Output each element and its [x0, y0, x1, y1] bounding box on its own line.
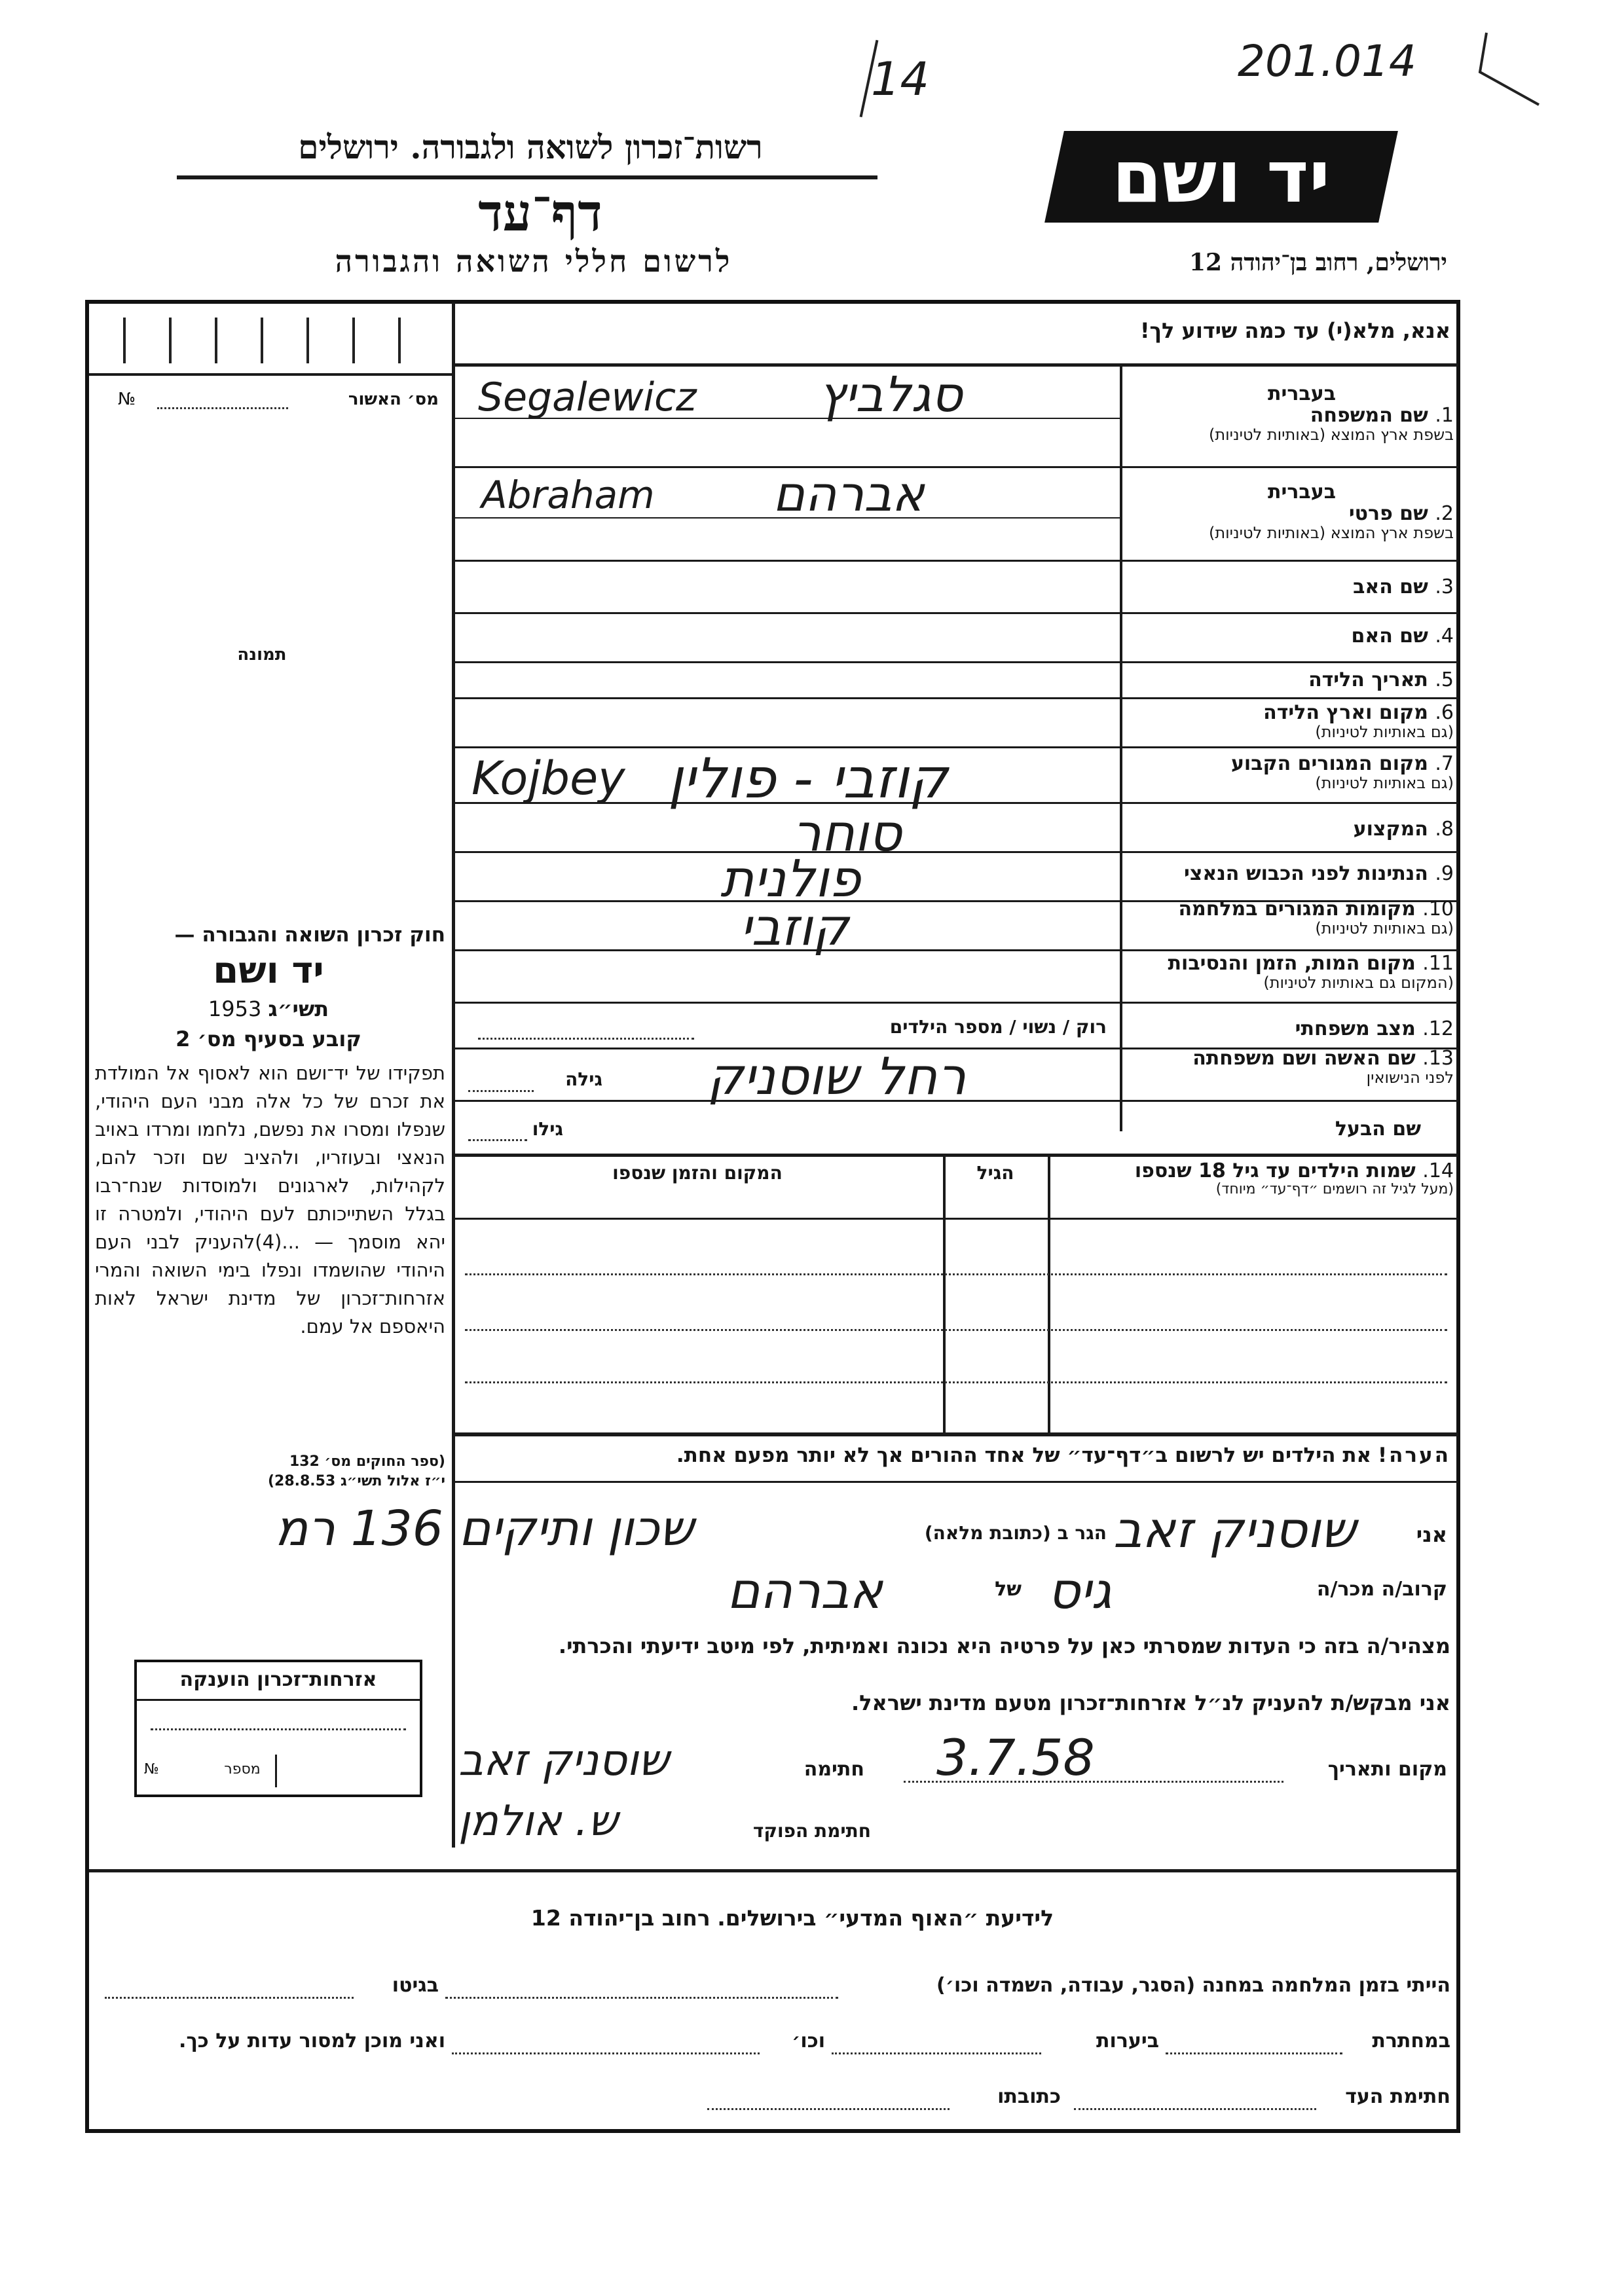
- label-first-name: [1126, 481, 1454, 541]
- officer-signature: ש. אולמן: [458, 1797, 618, 1846]
- label-13-text: שם האשה ושם משפחתה: [1192, 1047, 1416, 1070]
- of-name-value[interactable]: אברהם: [727, 1561, 883, 1620]
- label-10-num: 10.: [1422, 898, 1454, 920]
- label-2-text: שם פרטי: [1348, 502, 1428, 525]
- citizenship-no: №: [144, 1761, 159, 1777]
- label-husband-name: [1126, 1118, 1454, 1140]
- wife-age-field[interactable]: [468, 1090, 534, 1092]
- place-date-value: 3.7.58: [936, 1728, 1095, 1787]
- children-row-1[interactable]: [465, 1273, 1447, 1275]
- law-text: תפקידו של יד־ושם הוא לאסוף אל המולדת את זכרם של כל אלה מבני העם היהודי, שנפלו ומסרו את נפשם, נלחמו ומרדו באויב הנאצי ובעוזריו, ולהציב שם וזכר להם, לקהילות, לארגונים ולמוסדות שנח־רבו בגלל השתייכותם לעם היהודי, ולמטרה זו יהא מוסמך — ...(4)להעניק לבני העם היהודי שהושמדו ונפלו בימי השואה והמרי אזרחות־זכרון של מדינת ישראל לאות היאספם אל עמם.: [95, 1062, 445, 1338]
- husband-age-label: גילו: [532, 1118, 563, 1140]
- law-ref-2: י״ז אלול תשי״ג 28.8.53): [267, 1473, 445, 1489]
- row-rule-2: [454, 560, 1458, 562]
- note-label: הערה!: [1377, 1444, 1450, 1467]
- footer-witness-sig-label: חתימת העד: [1345, 2085, 1450, 2108]
- citizenship-no-divider: [275, 1755, 277, 1787]
- label-10-sub: (גם באותיות לטיניות): [1315, 919, 1454, 938]
- label-5-num: 5.: [1435, 668, 1454, 691]
- registration-boxes: [105, 314, 439, 367]
- declarant-name[interactable]: שוסניק זאב: [1113, 1501, 1356, 1559]
- war-residence-value[interactable]: קוזבי: [740, 898, 849, 957]
- marital-children-field[interactable]: [478, 1038, 694, 1040]
- corner-check-mark: [1473, 26, 1545, 111]
- footer-attention: [393, 1905, 1192, 1931]
- label-wife-name: [1126, 1048, 1454, 1086]
- registration-field[interactable]: [157, 407, 288, 409]
- yad-vashem-logo: יד ושם: [1044, 131, 1398, 223]
- signature-value: שוסניק זאב: [458, 1735, 669, 1785]
- row-rule-4: [454, 661, 1458, 663]
- wife-name-value[interactable]: רחל שוסניק: [707, 1048, 967, 1106]
- law-clause: קובע בסעיף מס׳ 2: [175, 1027, 361, 1051]
- row-rule-1: [454, 466, 1458, 468]
- label-6-num: 6.: [1435, 701, 1454, 724]
- row-rule-6: [454, 746, 1458, 748]
- footer-underground-label: במחתרת: [1372, 2030, 1450, 2052]
- left-column-divider: [452, 302, 455, 1848]
- footer-line1-label: הייתי בזמן המלחמה במחנה (הסגר, עבודה, השמדה וכו׳): [936, 1974, 1450, 1997]
- intro-text: אנא, מלא(י) עד כמה שידוע לך!: [1139, 318, 1450, 343]
- label-9-text: הנתינות לפני הכבוש הנאצי: [1183, 862, 1428, 885]
- children-header-rule: [454, 1218, 1458, 1220]
- label-12-text: מצב משפחתי: [1295, 1017, 1416, 1040]
- children-row-3[interactable]: [465, 1381, 1447, 1383]
- label-marital-status: [1126, 1018, 1454, 1040]
- first-name-hebrew[interactable]: אברהם: [773, 466, 925, 522]
- law-ref-1: (ספר החוקים מס׳ 132: [289, 1453, 445, 1470]
- children-col-age: הגיל: [976, 1162, 1014, 1184]
- footer-etc-label: וכו׳: [792, 2030, 825, 2052]
- note-row: [458, 1444, 1450, 1467]
- label-death-place: [1126, 953, 1454, 991]
- husband-age-field[interactable]: [468, 1139, 527, 1141]
- footer-witness-sig-field[interactable]: [1074, 2108, 1316, 2110]
- family-name-latin[interactable]: Segalewicz: [478, 374, 697, 420]
- label-10-text: מקומות המגורים במלחמה: [1178, 898, 1416, 920]
- declarant-ani: אני: [1416, 1522, 1447, 1547]
- label-nationality: [1126, 863, 1454, 884]
- children-col-divider-2: [943, 1156, 946, 1434]
- footer-witness-addr-field[interactable]: [707, 2108, 950, 2110]
- label-birth-place: [1126, 702, 1454, 740]
- citizenship-no-label: מספר: [224, 1761, 261, 1777]
- label-14-num: 14.: [1422, 1159, 1454, 1182]
- label-14-text: שמות הילדים עד גיל 18 שנספו: [1134, 1159, 1416, 1182]
- label-father-name: [1126, 576, 1454, 598]
- note-bottom-rule: [454, 1481, 1458, 1483]
- footer-forest-label: ביערות: [1096, 2030, 1159, 2052]
- citizenship-title: אזרחות־זכרון הוענקה: [179, 1668, 377, 1691]
- label-5-text: תאריך הלידה: [1308, 668, 1428, 691]
- label-6-sub: (גם באותיות לטיניות): [1315, 723, 1454, 741]
- footer-witness-addr-label: כתובתו: [997, 2085, 1061, 2108]
- corner-note: 14: [871, 52, 930, 106]
- officer-sig-label: חתימת הפוקד: [752, 1820, 871, 1842]
- declaration-text: מצהיר/ה בזה כי העדות שמסרתי כאן על פרטיה היא נכונה ואמיתית, לפי מיטב ידיעתי והכרתי.: [558, 1633, 1450, 1658]
- label-3-num: 3.: [1435, 575, 1454, 598]
- label-7-text: מקום המגורים הקבוע: [1230, 752, 1428, 775]
- left-top-rule: [89, 373, 453, 376]
- law-year-num: 1953: [208, 996, 262, 1021]
- label-column-divider: [1120, 365, 1122, 1131]
- hebrew-tag-1: בעברית: [1268, 382, 1336, 405]
- law-title: חוק זכרון השואה והגבורה —: [174, 923, 445, 947]
- label-7-num: 7.: [1435, 752, 1454, 775]
- label-birth-date: [1126, 669, 1454, 691]
- label-8-text: המקצוע: [1353, 818, 1428, 841]
- footer-attention-title: לידיעת ״האוף המדעי״ בירושלים.: [717, 1905, 1054, 1931]
- header-org: רשות־זכרון לשואה ולגבורה. ירושלים: [298, 128, 763, 166]
- registration-no: №: [118, 390, 136, 409]
- header-subtitle: לרשום חללי השואה והגבורה: [335, 244, 733, 279]
- label-11-text: מקום המות, הזמן והנסיבות: [1168, 952, 1416, 975]
- place-date-label: מקום ותאריך: [1327, 1758, 1447, 1781]
- footer-ghetto-field[interactable]: [105, 1997, 354, 1999]
- label-8-num: 8.: [1435, 818, 1454, 841]
- note-text: את הילדים יש לרשום ב״דף־עד״ של אחד ההורים אך לא יותר מפעם אחת.: [676, 1444, 1372, 1467]
- header-title: דף־עד: [478, 183, 602, 243]
- label-2-num: 2.: [1435, 502, 1454, 525]
- law-year-he: תשי״ג: [268, 996, 329, 1021]
- profession-value[interactable]: סוחר: [792, 804, 902, 863]
- label-13-num: 13.: [1422, 1047, 1454, 1070]
- header-underline: [177, 175, 877, 179]
- label-permanent-residence: [1126, 753, 1454, 792]
- label-6-text: מקום וארץ הלידה: [1263, 701, 1428, 724]
- footer-attention-addr: רחוב בן־יהודה 12: [530, 1905, 710, 1931]
- of-label: של: [995, 1578, 1022, 1601]
- hebrew-tag-2: בעברית: [1268, 481, 1336, 503]
- request-text: אני מבקש/ת להעניק לנ״ל אזרחות־זכרון מטעם מדינת ישראל.: [851, 1690, 1450, 1715]
- footer-ghetto-label: בגיטו: [392, 1974, 439, 1997]
- law-name: יד ושם: [213, 949, 324, 992]
- residence-latin[interactable]: Kojbey: [471, 752, 625, 805]
- footer-forest-field[interactable]: [832, 2052, 1041, 2054]
- label-3-text: שם האב: [1353, 575, 1428, 598]
- label-2-sub: בשפת ארץ המוצא (באותיות לטיניות): [1209, 524, 1454, 542]
- footer-top-rule: [89, 1869, 1458, 1872]
- row-rule-8: [454, 851, 1458, 853]
- row-rule-11: [454, 1002, 1458, 1004]
- children-row-2[interactable]: [465, 1329, 1447, 1331]
- nationality-value[interactable]: פולנית: [720, 850, 861, 909]
- residence-hebrew[interactable]: קוזבי - פולין: [668, 746, 948, 811]
- label-11-num: 11.: [1422, 952, 1454, 975]
- corner-stamp: 201.014: [1238, 36, 1416, 86]
- marital-options: רוק / נשוי / מספר הילדים: [889, 1016, 1107, 1038]
- photo-label: תמונה: [237, 645, 287, 665]
- label-4-num: 4.: [1435, 625, 1454, 647]
- relative-label: קרוב/ה מכר/ה: [1316, 1578, 1447, 1601]
- children-col-place: המקום והזמן שנספו: [612, 1162, 783, 1184]
- label-14-sub: (מעל לגיל זה רושמים ״דף־עד״ מיוחד): [1215, 1181, 1454, 1197]
- citizenship-title-rule: [137, 1699, 420, 1701]
- first-name-latin[interactable]: Abraham: [481, 473, 655, 517]
- label-1-sub: בשפת ארץ המוצא (באותיות לטיניות): [1209, 426, 1454, 444]
- footer-camp-field[interactable]: [445, 1997, 838, 1999]
- citizenship-line-1[interactable]: [151, 1728, 406, 1730]
- wife-age-label: גילה: [565, 1068, 602, 1090]
- footer-underground-field[interactable]: [1166, 2052, 1342, 2054]
- label-4-text: שם האם: [1351, 625, 1428, 647]
- family-name-hebrew[interactable]: סגלביץ: [819, 367, 963, 423]
- children-label: [1054, 1160, 1454, 1197]
- law-year: [92, 996, 445, 1021]
- label-mother-name: [1126, 625, 1454, 647]
- label-war-residence: [1126, 898, 1454, 937]
- label-7-sub: (גם באותיות לטיניות): [1315, 774, 1454, 792]
- registration-label: מס׳ האשור: [348, 390, 439, 409]
- label-9-num: 9.: [1435, 862, 1454, 885]
- row-rule-14: [454, 1154, 1458, 1157]
- label-11-sub: (המקום גם באותיות לטיניות): [1263, 974, 1454, 992]
- declarant-lives-label: הגר ב (כתובת מלאה): [924, 1522, 1107, 1544]
- label-profession: [1126, 818, 1454, 840]
- children-bottom-rule: [454, 1432, 1458, 1436]
- declarant-address[interactable]: שכון ותיקים 136 רמ: [275, 1501, 694, 1557]
- signature-label: חתימה: [803, 1758, 864, 1781]
- label-1-num: 1.: [1435, 404, 1454, 427]
- children-col-divider-1: [1048, 1156, 1050, 1434]
- label-husband-text: שם הבעל: [1335, 1118, 1421, 1140]
- label-family-name: [1126, 383, 1454, 443]
- row-rule-3: [454, 612, 1458, 614]
- row-rule-10: [454, 949, 1458, 951]
- row-rule-5: [454, 697, 1458, 699]
- label-13-sub: לפני הנישואין: [1366, 1068, 1454, 1087]
- label-1-text: שם המשפחה: [1310, 404, 1428, 427]
- footer-etc-field[interactable]: [452, 2052, 760, 2054]
- footer-ready-text: ואני מוכן למסור עדות על כך.: [179, 2030, 445, 2052]
- header-address: ירושלים, רחוב בן־יהודה 12: [1189, 249, 1447, 276]
- label-12-num: 12.: [1422, 1017, 1454, 1040]
- relation-value[interactable]: גיס: [1048, 1561, 1112, 1620]
